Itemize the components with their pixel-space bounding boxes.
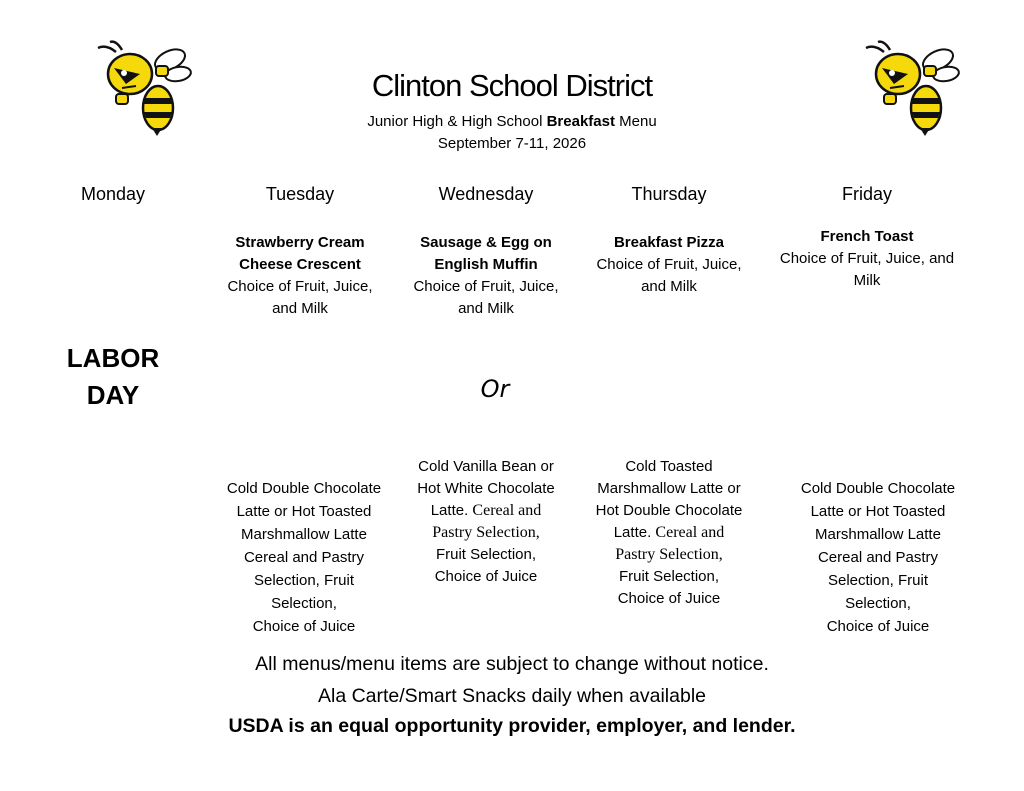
alt-line-serif: Cereal and	[655, 524, 725, 541]
alt-line: Marshmallow Latte or	[597, 480, 741, 497]
menu-dates: September 7-11, 2026	[437, 135, 587, 152]
alt-line: Selection, Fruit	[253, 572, 355, 589]
alt-line: Marshmallow Latte	[241, 526, 367, 543]
alt-line: Cold Toasted	[625, 458, 713, 475]
labor-day-line2: DAY	[86, 380, 140, 410]
alt-line: Latte.	[430, 502, 473, 519]
item-name-line1: Breakfast Pizza	[613, 234, 725, 251]
alt-menu-thursday	[581, 456, 757, 610]
alt-line: Choice of Juice	[434, 568, 538, 585]
menu-item-thursday	[581, 232, 757, 298]
item-sides-line2: and Milk	[458, 300, 514, 317]
subtitle-pre: Junior High & High School	[367, 113, 547, 130]
alt-line: Cereal and Pastry	[817, 549, 939, 566]
subtitle-bold: Breakfast	[546, 113, 615, 130]
labor-day-note	[40, 340, 186, 414]
alt-line: Marshmallow Latte	[815, 526, 941, 543]
alt-line: Selection,	[271, 595, 337, 612]
alt-line: Latte or Hot Toasted	[236, 503, 372, 520]
item-name-line2: Cheese Crescent	[239, 256, 361, 273]
item-name-line1: Sausage & Egg on	[420, 234, 552, 251]
menu-item-tuesday	[212, 232, 388, 320]
alt-line: Choice of Juice	[252, 618, 356, 635]
alt-line: Cereal and Pastry	[243, 549, 365, 566]
alt-line: Hot White Chocolate	[417, 480, 555, 497]
alt-line: Cold Double Chocolate	[800, 480, 956, 497]
alt-line: Hot Double Chocolate	[595, 502, 743, 519]
alt-line: Choice of Juice	[617, 590, 721, 607]
alt-line: Cold Double Chocolate	[226, 480, 382, 497]
item-sides-line2: and Milk	[641, 278, 697, 295]
page-title: Clinton School District	[371, 68, 653, 103]
menu-item-friday	[766, 226, 968, 292]
item-name-line1: Strawberry Cream	[235, 234, 365, 251]
alt-line: Selection, Fruit	[827, 572, 929, 589]
item-sides-line1: Choice of Fruit, Juice,	[596, 256, 742, 273]
alt-line: Selection,	[845, 595, 911, 612]
item-name-line1: French Toast	[820, 228, 914, 245]
menu-subtitle	[262, 111, 762, 155]
alt-line: Choice of Juice	[826, 618, 930, 635]
or-separator: Or	[480, 375, 510, 403]
alt-line-serif: Cereal and	[472, 502, 542, 519]
footer-usda-statement: USDA is an equal opportunity provider, employer, and lender.	[228, 715, 796, 737]
footer-disclaimer: All menus/menu items are subject to change without notice.	[255, 653, 769, 675]
alt-line-serif: Pastry Selection,	[615, 546, 723, 563]
alt-line: Cold Vanilla Bean or	[418, 458, 554, 475]
day-header-tuesday: Tuesday	[265, 184, 335, 204]
item-name-line2: English Muffin	[434, 256, 538, 273]
item-sides-line1: Choice of Fruit, Juice,	[227, 278, 373, 295]
alt-menu-wednesday	[398, 456, 574, 588]
alt-line: Latte or Hot Toasted	[810, 503, 946, 520]
item-sides-line2: Milk	[853, 272, 881, 289]
item-sides-line1: Choice of Fruit, Juice, and	[779, 250, 955, 267]
alt-menu-friday	[785, 477, 971, 638]
day-header-friday: Friday	[841, 184, 892, 204]
alt-menu-tuesday	[212, 477, 396, 638]
footer-snacks-note: Ala Carte/Smart Snacks daily when available	[317, 685, 707, 707]
alt-line: Fruit Selection,	[618, 568, 720, 585]
subtitle-post: Menu	[614, 113, 657, 130]
alt-line-serif: Pastry Selection,	[432, 524, 540, 541]
day-header-wednesday: Wednesday	[438, 184, 534, 204]
menu-item-wednesday	[398, 232, 574, 320]
mascot-right-icon	[864, 40, 964, 136]
alt-line: Fruit Selection,	[435, 546, 537, 563]
day-header-thursday: Thursday	[631, 184, 707, 204]
mascot-left-icon	[96, 40, 196, 136]
item-sides-line2: and Milk	[272, 300, 328, 317]
day-header-monday: Monday	[80, 184, 146, 204]
labor-day-line1: LABOR	[66, 343, 160, 373]
item-sides-line1: Choice of Fruit, Juice,	[413, 278, 559, 295]
alt-line: Latte.	[613, 524, 656, 541]
